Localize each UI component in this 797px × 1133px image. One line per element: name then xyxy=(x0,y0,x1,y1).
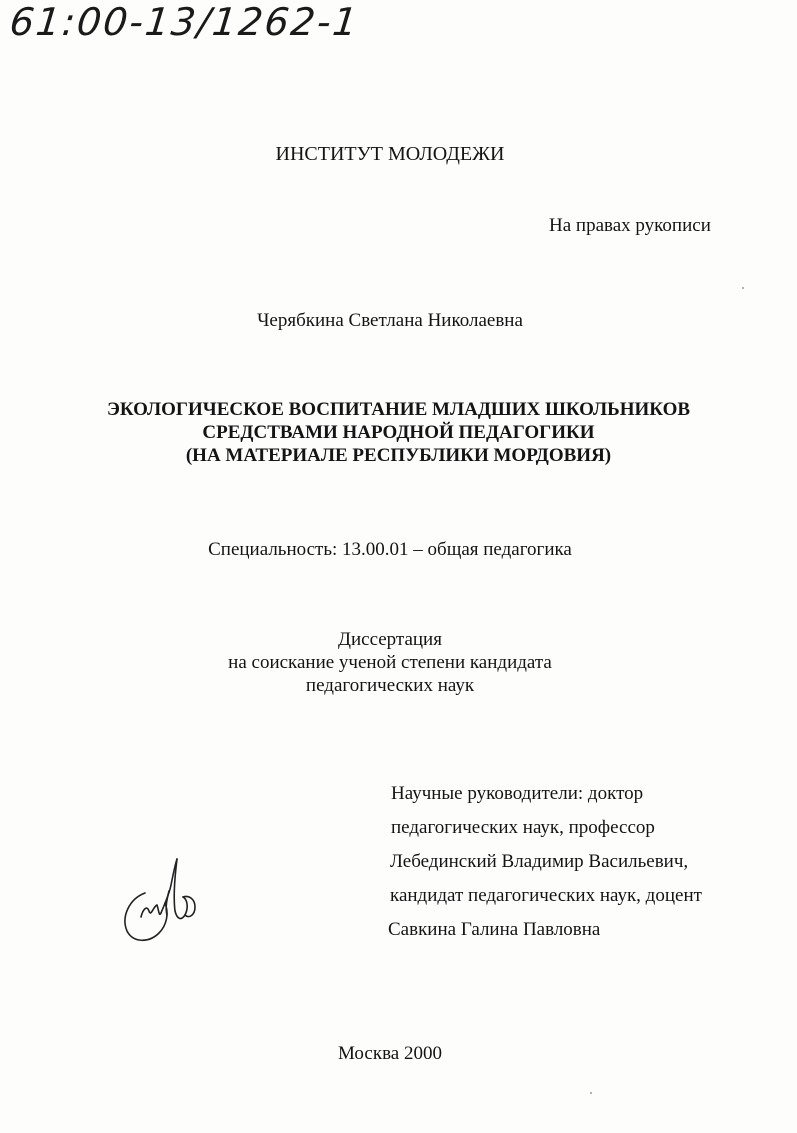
institution-name: ИНСТИТУТ МОЛОДЕЖИ xyxy=(275,143,505,165)
supervisors-line-5: Савкина Галина Павловна xyxy=(388,919,601,940)
supervisors-line-4: кандидат педагогических наук, доцент xyxy=(390,885,702,906)
speciality-line: Специальность: 13.00.01 – общая педагогика xyxy=(208,539,572,560)
title-line-2: СРЕДСТВАМИ НАРОДНОЙ ПЕДАГОГИКИ xyxy=(202,422,595,443)
degree-line-3: педагогических наук xyxy=(305,675,475,696)
title-line-1: ЭКОЛОГИЧЕСКОЕ ВОСПИТАНИЕ МЛАДШИХ ШКОЛЬНИКОВ xyxy=(106,399,691,420)
dissertation-title xyxy=(0,398,797,467)
handwritten-signature xyxy=(115,855,210,950)
supervisors-block xyxy=(388,777,702,947)
degree-statement xyxy=(0,628,780,697)
degree-line-1: Диссертация xyxy=(338,629,442,650)
manuscript-note: На правах рукописи xyxy=(549,215,711,236)
archive-code-handwritten: 61:00-13/1262-1 xyxy=(7,0,362,44)
degree-line-2: на соискание ученой степени кандидата xyxy=(228,652,552,673)
author-name: Черябкина Светлана Николаевна xyxy=(257,310,523,331)
supervisors-line-1: Научные руководители: доктор xyxy=(391,783,644,804)
supervisors-line-3: Лебединский Владимир Васильевич, xyxy=(390,851,689,872)
city-year: Москва 2000 xyxy=(338,1043,442,1064)
title-line-3: (НА МАТЕРИАЛЕ РЕСПУБЛИКИ МОРДОВИЯ) xyxy=(185,445,612,466)
scan-speck xyxy=(742,287,744,289)
scan-speck xyxy=(590,1092,592,1094)
supervisors-line-2: педагогических наук, профессор xyxy=(391,817,655,838)
